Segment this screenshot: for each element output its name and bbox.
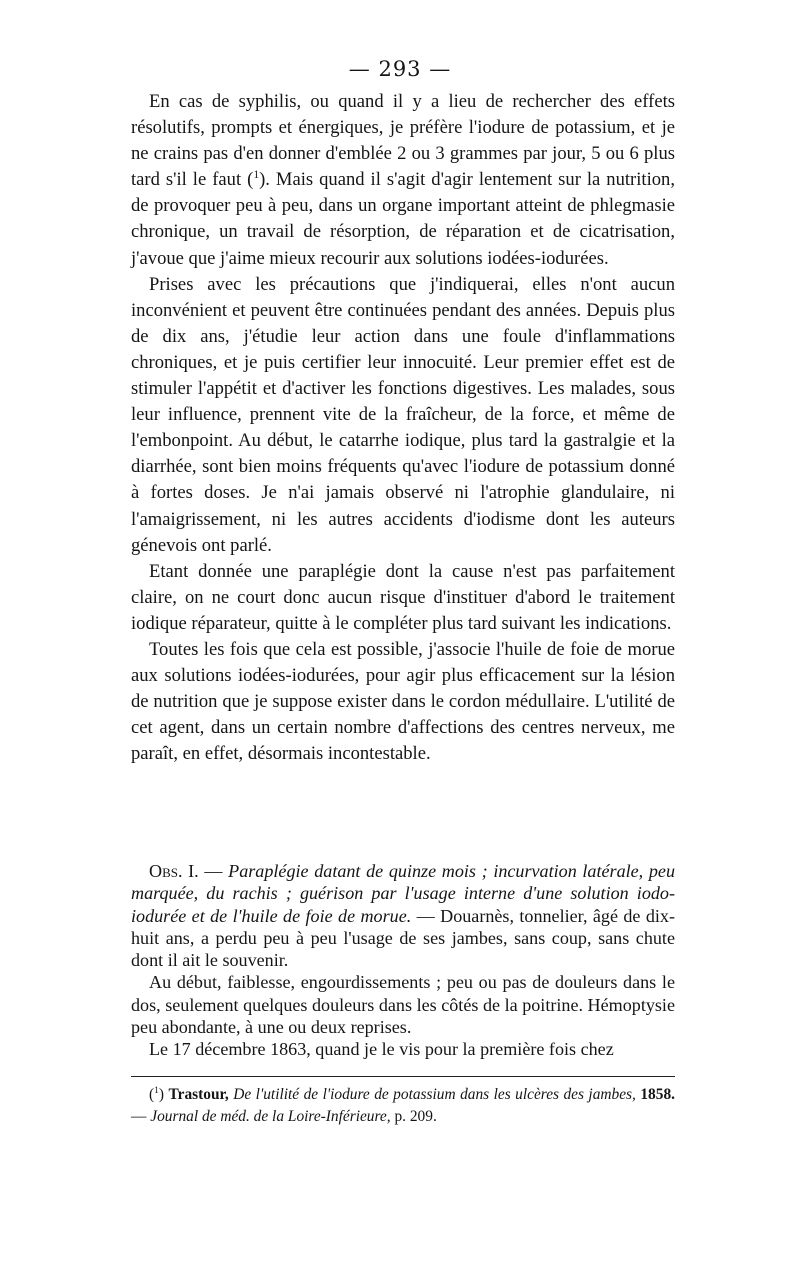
observation-section [131, 860, 675, 1061]
paragraph-4: Toutes les fois que cela est possible, j'associe l'huile de foie de morue aux solutions iodées-iodurées, pour agir plus efficacement sur la lésion de nutrition que je suppose exister dans le cordon médullaire. L'utilité de cet agent, dans un certain nombre d'affections des centres nerveux, me paraît, en effet, désormais incontestable. [131, 638, 675, 765]
observation-paragraph-2: Le 17 décembre 1863, quand je le vis pour la première fois chez [149, 1039, 614, 1060]
page-number: — 293 — [348, 57, 452, 81]
paragraph-3: Etant donnée une paraplégie dont la cause n'est pas parfaitement claire, on ne court donc aucun risque d'instituer d'abord le traitement iodique réparateur, quitte à le compléter plus tard suivant les indications. [131, 560, 675, 634]
footnote-work-title: De l'utilité de l'iodure de potassium dans les ulcères des jambes, [233, 1086, 636, 1103]
paragraph-1-text: En cas de syphilis, ou quand il y a lieu de rechercher des effets résolutifs, prompts et énergiques, je préfère l'iodure de potassium, et je ne crains pas d'en donner d'emblée 2 ou 3 grammes par jour, 5 ou 6 plus tard s'il le faut [131, 91, 675, 191]
observation-intro: Douarnès, tonnelier, âgé de dix-huit ans, a perdu peu à peu l'usage de ses jambes, sans coup, sans chute dont il ait le souvenir. [131, 905, 675, 971]
observation-label: Obs. I. [149, 861, 199, 881]
observation-header: Obs. I. — Paraplégie datant de quinze mois ; incurvation latérale, peu marquée, du rachis ; guérison par l'usage interne d'une solution iodo-iodurée et de l'huile de foie de morue. — Douarnès, tonnelier, âgé de dix-huit ans, a perdu peu à peu l'usage de ses jambes, sans coup, sans chute dont il ait le souvenir. [131, 861, 675, 971]
footnote-journal: Journal de méd. de la Loire-Inférieure, [150, 1108, 391, 1125]
footnote-text: ($^1$) Trastour, De l'utilité de l'iodure de potassium dans les ulcères des jambes, 1858. — Journal de méd. de la Loire-Inférieure, p. 209. [131, 1084, 675, 1125]
main-text [131, 89, 675, 767]
footnote-author: Trastour, [168, 1086, 229, 1103]
footnote-reference: 1 [253, 169, 260, 182]
paragraph-2: Prises avec les précautions que j'indiquerai, elles n'ont aucun inconvénient et peuvent être continuées pendant des années. Depuis plus de dix ans, j'étudie leur action dans une foule d'inflammations chroniques, et je puis certifier leur innocuité. Leur premier effet est de stimuler l'appétit et d'activer les fonctions digestives. Les malades, sous leur influence, prennent vite de la fraîcheur, de la force, et même de l'embonpoint. Au début, le catarrhe iodique, plus tard la gastralgie et la diarrhée, sont bien moins fréquents qu'avec l'iodure de potassium donné à fortes doses. Je n'ai jamais observé ni l'atrophie glandulaire, ni l'amaigrissement, ni les autres accidents d'iodisme dont les auteurs génevois ont parlé. [131, 273, 675, 556]
footnote [131, 1084, 675, 1128]
paragraph-1-continuation: . Mais quand il s'agit d'agir lentement sur la nutrition, de provoquer peu à peu, dans un organe important atteint de phlegmasie chronique, un travail de résorption, de réparation et de cicatrisation, j'avoue que j'aime mieux recourir aux solutions iodées-iodurées. [131, 169, 675, 269]
paragraph-1: En cas de syphilis, ou quand il y a lieu de rechercher des effets résolutifs, prompts et énergiques, je préfère l'iodure de potassium, et je ne crains pas d'en donner d'emblée 2 ou 3 grammes par jour, 5 ou 6 plus tard s'il le faut ($^1$). Mais quand il s'agit d'agir lentement sur la nutrition, de provoquer peu à peu, dans un organe important atteint de phlegmasie chronique, un travail de résorption, de réparation et de cicatrisation, j'avoue que j'aime mieux recourir aux solutions iodées-iodurées. [131, 91, 675, 269]
observation-title: Paraplégie datant de quinze mois ; incurvation latérale, peu marquée, du rachis ; guérison par l'usage interne d'une solution iodo-iodurée et de l'huile de foie de morue. [131, 861, 675, 926]
footnote-marker: 1 [154, 1084, 159, 1096]
observation-paragraph-1: Au début, faiblesse, engourdissements ; peu ou pas de douleurs dans le dos, seulement quelques douleurs dans les côtés de la poitrine. Hémoptysie peu abondante, à une ou deux reprises. [131, 972, 675, 1038]
footnote-year: 1858. [640, 1086, 675, 1103]
footnote-divider [131, 1076, 675, 1077]
footnote-page: p. 209. [394, 1108, 437, 1125]
